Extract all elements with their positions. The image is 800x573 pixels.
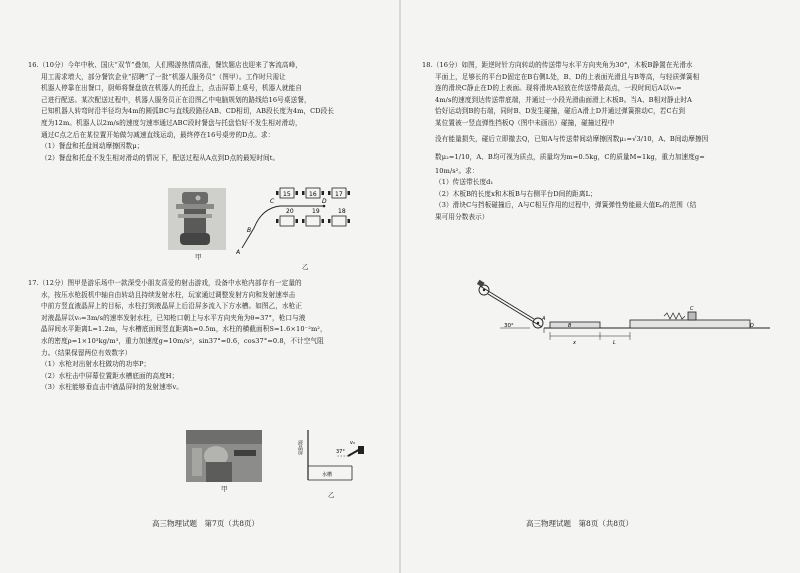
q17-caption-b: 乙 bbox=[328, 491, 335, 499]
q17-caption-a: 甲 bbox=[221, 485, 228, 493]
q18-line: 某位置被一竖直弹性挡板Q（图中未画出）碰撞，碰撞过程中 bbox=[435, 118, 615, 127]
q17-line: 水的密度ρ=1×10³kg/m³，重力加速度g=10m/s²，sin37°=0.6，cos37°=0.8，不计空气阻 bbox=[41, 336, 324, 345]
water-gun-illustration bbox=[186, 430, 262, 482]
block-c bbox=[688, 312, 696, 320]
q18-subquestion-1: （1）传送带长度d₁ bbox=[435, 178, 494, 187]
q16-line: 度为12m。机器人以2m/s的速度匀速率通过ABC段时餐盘与托盘恰好不发生相对滑动， bbox=[41, 118, 302, 127]
water-gun-icon bbox=[348, 446, 364, 456]
q17-label-v0: v₀ bbox=[350, 440, 355, 446]
q17-line: 对液晶屏以v₀=3m/s的速率发射水柱，已知枪口朝上与水平方向夹角为θ=37°，枪口与液 bbox=[41, 313, 306, 322]
q17-label-angle: 37° bbox=[336, 449, 345, 455]
q16-line: 16.（10分）今年中秋、国庆“双节”叠加，人们赐游热情高涨，餐饮题店也迎来了客流高峰， bbox=[28, 61, 302, 69]
q16-label-table-17: 17 bbox=[335, 191, 343, 198]
question-17 bbox=[28, 278, 388, 394]
table-20 bbox=[280, 216, 294, 226]
q18-line: 数μ₂=1/10，A、B均可视为质点，质量均为m=0.5kg，C的质量M=1kg，重力加速度g= bbox=[435, 152, 705, 161]
q17-line: 力。（结果保留两位有效数字） bbox=[41, 348, 132, 357]
q16-label-d: D bbox=[322, 198, 327, 205]
q18-label-c: C bbox=[690, 306, 694, 312]
water-gun-game-photo bbox=[186, 430, 262, 482]
page-8-footer: 高三物理试题 第8页（共8页） bbox=[526, 519, 634, 528]
table-19 bbox=[306, 216, 320, 226]
q16-line: 通过C点之后在某位置开始做匀减速直线运动，最终停在16号桌旁的D点。求： bbox=[41, 130, 275, 139]
q17-line: 中前方竖直液晶屏上的目标，水柱打到液晶屏上后沿屏多流入下方水槽。如图乙，水枪正 bbox=[41, 302, 303, 311]
q17-subquestion-1: （1）水枪对出射水柱做功的功率P； bbox=[41, 360, 151, 369]
board-b bbox=[550, 322, 600, 328]
question-18 bbox=[422, 60, 788, 224]
q16-label-table-20: 20 bbox=[286, 208, 294, 215]
q17-line: 晶屏间水平距离L=1.2m，与水槽底面间竖直距离h=0.5m，水柱的横截面积S=1.6×10⁻²m²， bbox=[41, 325, 327, 334]
q16-path-diagram bbox=[236, 182, 356, 260]
page-7-footer: 高三物理试题 第7页（共8页） bbox=[152, 519, 260, 528]
q18-label-x: x bbox=[573, 340, 576, 346]
q17-line: 水，按压水枪扳机中轴自由转动且持续发射水柱，玩家通过调整发射方向和发射速率击 bbox=[41, 290, 296, 299]
q16-line: 机器人停靠在出餐口，厨师将餐盘放在机器人的托盘上，点击屏幕上桌号，机器人就能自 bbox=[41, 84, 303, 93]
conveyor-belt bbox=[477, 280, 543, 328]
q16-label-a: A bbox=[236, 249, 241, 256]
q16-line: 已知机器人转弯时沿半径均为4m的圆弧BC与直线段路径AB、CD相切，AB段长度为4m，CD段长 bbox=[41, 107, 335, 116]
q18-label-angle: 30° bbox=[504, 323, 514, 329]
q18-line: 恰好运动到B的右端，同时B、D发生碰撞，碰后A滑上D并通过弹簧推动C，若C右到 bbox=[435, 107, 686, 116]
q18-line: 连的滑块C静止在D的上表面。现将滑块A轻放在传送带最高点，一段时间后A以v₀= bbox=[435, 84, 682, 93]
q18-line: 18.（16分）如图，距逆时针方向转动的传送带与水平方向夹角为30°，木板B静置在光滑水 bbox=[422, 61, 693, 69]
q16-caption-a: 甲 bbox=[195, 253, 202, 261]
q18-subquestion-2: （2）木板B的长度x和木板B与右侧平台D间的距离L； bbox=[435, 189, 597, 198]
platform-d bbox=[630, 320, 750, 328]
block-a-on-belt bbox=[477, 280, 485, 287]
q16-label-table-16: 16 bbox=[309, 191, 317, 198]
q18-line: 没有能量损失，碰后立即撤去Q，已知A与传送带间动摩擦因数μ₁=√3/10，A、B间动摩擦因 bbox=[435, 134, 709, 143]
point-d bbox=[323, 205, 326, 208]
q16-line: 用工需求增大，部分餐饮企业“招聘”了一批“机器人服务员”（图甲）。工作时只需让 bbox=[41, 72, 286, 81]
q16-line: 己进行配送。某次配送过程中，机器人服务员正在沿图乙中电脑规划的路线给16号桌送餐， bbox=[41, 95, 311, 104]
q18-conveyor-diagram bbox=[460, 278, 780, 348]
q16-label-b: B bbox=[247, 227, 252, 234]
q16-label-table-19: 19 bbox=[312, 208, 320, 215]
spring-icon bbox=[664, 313, 685, 319]
q17-label-screen: 液晶屏 bbox=[297, 440, 303, 455]
robot-waiter-photo bbox=[168, 188, 226, 250]
q16-label-table-15: 15 bbox=[283, 191, 291, 198]
q16-caption-b: 乙 bbox=[302, 263, 309, 271]
q18-subquestion-3-cont: 果可用分数表示） bbox=[435, 212, 489, 221]
q17-screen-diagram bbox=[290, 426, 374, 488]
q17-line: 17.（12分）图甲是游乐场中一款深受小朋友喜爱的射击游戏，设备中水枪内部存有一定量的 bbox=[28, 279, 302, 287]
q16-subquestion-1: （1）餐盘和托盘间动摩擦因数μ； bbox=[41, 142, 144, 151]
q17-subquestion-3: （3）水柱能够垂直击中液晶屏时的发射速率v。 bbox=[41, 383, 183, 392]
q18-subquestion-3: （3）滑块C与挡板碰撞后，A与C相互作用的过程中，弹簧弹性势能最大值Eₚ的范围（结 bbox=[435, 201, 697, 210]
q16-subquestion-2: （2）餐盘和托盘不发生相对滑动的情况下，配送过程从A点到D点的最短时间t。 bbox=[41, 153, 280, 162]
q18-label-l: L bbox=[613, 340, 616, 346]
q17-subquestion-2: （2）水柱击中屏幕位置距水槽底面的高度H； bbox=[41, 371, 179, 380]
q18-label-a: A bbox=[542, 316, 546, 322]
q16-label-c: C bbox=[270, 198, 275, 205]
q18-line: 4m/s的速度到达传送带底端，并通过一小段光滑曲面滑上木板B。当A、B相对静止时A bbox=[435, 95, 692, 104]
q18-line: 平面上，足够长的平台D固定在B右侧L处，B、D的上表面光滑且与B等高，与轻质弹簧相 bbox=[435, 72, 700, 81]
q16-label-table-18: 18 bbox=[338, 208, 346, 215]
q18-label-d: D bbox=[750, 323, 754, 329]
robot-illustration bbox=[168, 188, 226, 250]
table-18 bbox=[332, 216, 346, 226]
q17-label-tank: 水槽 bbox=[322, 472, 333, 478]
question-16 bbox=[28, 60, 388, 164]
q18-label-b: B bbox=[568, 323, 572, 329]
page-8 bbox=[400, 0, 800, 573]
q18-line: 10m/s²。求： bbox=[435, 166, 479, 175]
